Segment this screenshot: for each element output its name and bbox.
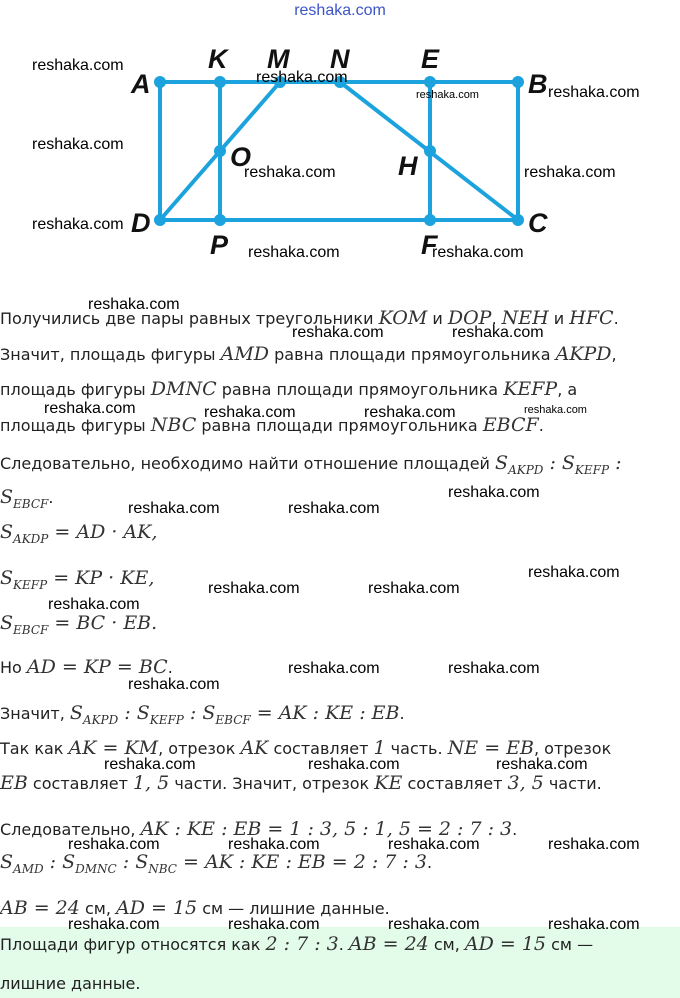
- solution-line-7: $S_{AKDP}$ = AD · AK,: [0, 521, 158, 546]
- site-link[interactable]: reshaka.com: [294, 2, 386, 19]
- answer-line-1: Площади фигур относятся как 2 : 7 : 3. AB = 24 см, AD = 15 см —: [0, 933, 594, 955]
- point-o: [214, 145, 226, 157]
- watermark: reshaka.com: [208, 580, 300, 597]
- label-f: F: [421, 230, 438, 260]
- solution-line-11: Значит, $S_{AKPD}$ : $S_{KEFP}$ : $S_{EBCF}$ = AK : KE : EB.: [0, 702, 405, 727]
- point-e: [424, 76, 436, 88]
- solution-line-15: $S_{AMD}$ : $S_{DMNC}$ : $S_{NBC}$ = AK : KE : EB = 2 : 7 : 3.: [0, 851, 433, 876]
- watermark: reshaka.com: [244, 164, 336, 181]
- watermark: reshaka.com: [448, 484, 540, 501]
- watermark: reshaka.com: [288, 660, 380, 677]
- label-h: H: [398, 151, 418, 181]
- label-b: B: [528, 69, 548, 99]
- answer-line-2: лишние данные.: [0, 974, 141, 993]
- solution-line-1: Получились две пары равных треугольники KOM и DOP, NEH и HFC.: [0, 307, 619, 329]
- watermark: reshaka.com: [88, 296, 180, 313]
- point-h: [424, 145, 436, 157]
- solution-line-10: Но AD = KP = BC.: [0, 656, 173, 678]
- watermark: reshaka.com: [388, 836, 480, 853]
- watermark: reshaka.com: [68, 916, 160, 933]
- solution-line-16: AB = 24 см, AD = 15 см — лишние данные.: [0, 897, 390, 919]
- solution-line-3: площадь фигуры DMNC равна площади прямоугольника KEFP, а: [0, 378, 578, 400]
- answer-block: [0, 927, 680, 998]
- label-n: N: [330, 44, 350, 74]
- point-c: [512, 214, 524, 226]
- figure-lines: [160, 82, 518, 220]
- watermark: reshaka.com: [528, 564, 620, 581]
- label-m: M: [267, 44, 290, 74]
- solution-line-13: EB составляет 1, 5 части. Значит, отрезок KE составляет 3, 5 части.: [0, 772, 602, 794]
- solution-line-5: Следовательно, необходимо найти отношение площадей $S_{AKPD}$ : $S_{KEFP}$ :: [0, 452, 622, 477]
- point-p: [214, 214, 226, 226]
- watermark: reshaka.com: [44, 400, 136, 417]
- watermark: reshaka.com: [68, 836, 160, 853]
- watermark: reshaka.com: [48, 596, 140, 613]
- watermark: reshaka.com: [248, 244, 340, 261]
- point-f: [424, 214, 436, 226]
- watermark: reshaka.com: [32, 136, 124, 153]
- watermark: reshaka.com: [256, 69, 348, 86]
- solution-line-2: Значит, площадь фигуры AMD равна площади прямоугольника AKPD,: [0, 343, 617, 365]
- watermark: reshaka.com: [128, 676, 220, 693]
- watermark: reshaka.com: [32, 57, 124, 74]
- watermark: reshaka.com: [308, 756, 400, 773]
- watermark: reshaka.com: [524, 404, 587, 416]
- point-a: [154, 76, 166, 88]
- label-e: E: [421, 44, 440, 74]
- solution-line-12: Так как AK = KM, отрезок AK составляет 1 часть. NE = EB, отрезок: [0, 737, 612, 759]
- watermark: reshaka.com: [288, 500, 380, 517]
- watermark: reshaka.com: [548, 84, 640, 101]
- watermark: reshaka.com: [496, 756, 588, 773]
- rectangle-abcd: [160, 82, 518, 220]
- watermark: reshaka.com: [388, 916, 480, 933]
- label-p: P: [210, 230, 229, 260]
- watermark: reshaka.com: [452, 324, 544, 341]
- watermark: reshaka.com: [228, 916, 320, 933]
- watermark: reshaka.com: [448, 660, 540, 677]
- watermark: reshaka.com: [32, 216, 124, 233]
- label-k: K: [208, 44, 228, 74]
- point-d: [154, 214, 166, 226]
- solution-line-14: Следовательно, AK : KE : EB = 1 : 3, 5 : 1, 5 = 2 : 7 : 3.: [0, 818, 518, 840]
- watermark: reshaka.com: [104, 756, 196, 773]
- watermark: reshaka.com: [432, 244, 524, 261]
- watermark: reshaka.com: [416, 89, 479, 101]
- watermark: reshaka.com: [524, 164, 616, 181]
- label-o: O: [230, 142, 252, 172]
- solution-line-8: $S_{KEFP}$ = KP · KE,: [0, 567, 155, 592]
- watermark: reshaka.com: [128, 500, 220, 517]
- solution-line-4: площадь фигуры NBC равна площади прямоугольника EBCF.: [0, 414, 544, 436]
- label-a: A: [131, 69, 151, 99]
- watermark: reshaka.com: [548, 916, 640, 933]
- point-b: [512, 76, 524, 88]
- label-d: D: [131, 208, 151, 238]
- solution-line-9: $S_{EBCF}$ = BC · EB.: [0, 612, 158, 637]
- watermark: reshaka.com: [548, 836, 640, 853]
- watermark: reshaka.com: [228, 836, 320, 853]
- watermark: reshaka.com: [204, 404, 296, 421]
- label-c: C: [528, 208, 548, 238]
- solution-line-6: $S_{EBCF}$.: [0, 486, 54, 511]
- watermark: reshaka.com: [292, 324, 384, 341]
- point-k: [214, 76, 226, 88]
- watermark: reshaka.com: [368, 580, 460, 597]
- watermark: reshaka.com: [364, 404, 456, 421]
